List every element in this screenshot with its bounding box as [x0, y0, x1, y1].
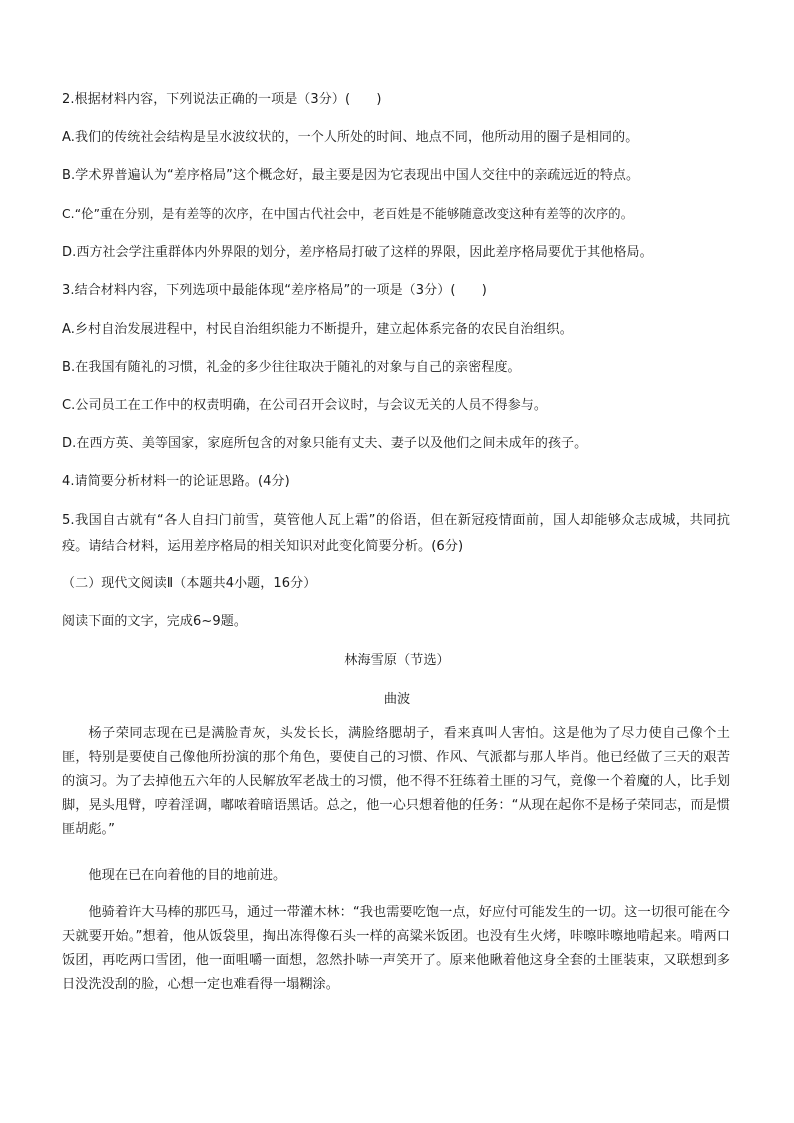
article-paragraph-1: 杨子荣同志现在已是满脸青灰，头发长长，满脸络腮胡子，看来真叫人害怕。这是他为了尽力使自己像个土匪，特别是要使自己像他所扮演的那个角色，要使自己的习惯、作风、气派都与那人毕肖。他已经做了三天的艰苦的演习。为了去掉他五六年的人民解放军老战士的习惯，他不得不狂练着土匪的习气，竟像一个着魔的人，比手划脚，晃头甩臂，哼着淫调，嘟哝着暗语黑话。总之，他一心只想着他的任务：“从现在起你不是杨子荣同志，而是惯匪胡彪。” — [62, 726, 730, 837]
article-paragraph-3: 他骑着许大马棒的那匹马，通过一带灌木林：“我也需要吃饱一点，好应付可能发生的一切。这一切很可能在今天就要开始。”想着，他从饭袋里，掏出冻得像石头一样的高粱米饭团。也没有生火烤，咔嚓咔嚓地啃起来。啃两口饭团，再吃两口雪团，他一面咀嚼一面想，忽然扑哧一声笑开了。原来他瞅着他这身全套的土匪装束，又联想到多日没洗没刮的脸，心想一定也难看得一塌糊涂。 — [62, 905, 730, 992]
question-2-option-c: C.“伦”重在分别，是有差等的次序，在中国古代社会中，老百姓是不能够随意改变这种有差等的次序的。 — [62, 207, 634, 221]
article-title: 林海雪原（节选） — [344, 653, 450, 668]
question-3-option-a: A.乡村自治发展进程中，村民自治组织能力不断提升，建立起体系完备的农民自治组织。 — [62, 322, 573, 337]
question-3-option-b: B.在我国有随礼的习惯，礼金的多少往往取决于随礼的对象与自己的亲密程度。 — [62, 360, 521, 375]
question-4: 4.请简要分析材料一的论证思路。(4分) — [62, 474, 290, 489]
question-5: 5.我国自古就有“各人自扫门前雪，莫管他人瓦上霜”的俗语，但在新冠疫情面前，国人却能够众志成城，共同抗疫。请结合材料，运用差序格局的相关知识对此变化简要分析。(6分) — [62, 513, 730, 554]
article-author: 曲波 — [383, 692, 411, 707]
question-3-option-d: D.在西方英、美等国家，家庭所包含的对象只能有丈夫、妻子以及他们之间未成年的孩子。 — [62, 436, 588, 451]
question-2-stem: 2.根据材料内容，下列说法正确的一项是（3分）( ) — [62, 92, 382, 107]
question-2-option-d: D.西方社会学注重群体内外界限的划分，差序格局打破了这样的界限，因此差序格局要优于其他格局。 — [62, 245, 653, 260]
section-heading: （二）现代文阅读Ⅱ（本题共4小题，16分） — [62, 576, 317, 591]
section-instruction: 阅读下面的文字，完成6~9题。 — [62, 614, 247, 629]
question-3-option-c: C.公司员工在工作中的权责明确，在公司召开会议时，与会议无关的人员不得参与。 — [62, 398, 548, 413]
question-2-option-b: B.学术界普遍认为“差序格局”这个概念好，最主要是因为它表现出中国人交往中的亲疏远近的特点。 — [62, 168, 640, 183]
article-paragraph-2: 他现在已在向着他的目的地前进。 — [88, 868, 287, 883]
question-2-option-a: A.我们的传统社会结构是呈水波纹状的，一个人所处的时间、地点不同，他所动用的圈子是相同的。 — [62, 130, 639, 145]
question-3-stem: 3.结合材料内容，下列选项中最能体现“差序格局”的一项是（3分）( ) — [62, 283, 487, 298]
